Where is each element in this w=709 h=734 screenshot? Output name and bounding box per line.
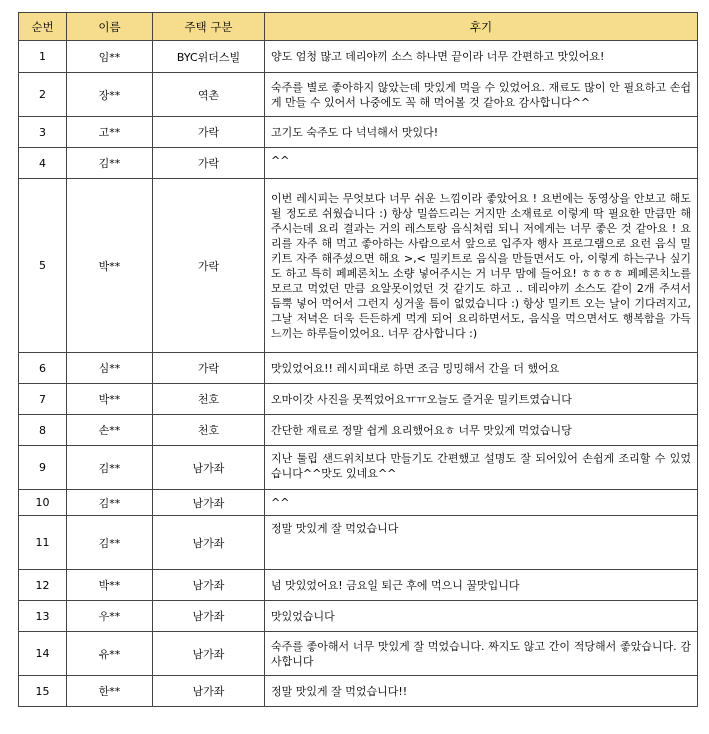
cell-name: 김** (67, 516, 153, 570)
cell-no: 1 (19, 41, 67, 73)
cell-housing: 가락 (153, 179, 265, 353)
cell-no: 2 (19, 73, 67, 117)
cell-review: 고기도 숙주도 다 넉넉해서 맛있다! (265, 117, 698, 148)
header-housing: 주택 구분 (153, 13, 265, 41)
cell-review: 맛있었습니다 (265, 601, 698, 632)
cell-no: 14 (19, 632, 67, 676)
cell-housing: 남가좌 (153, 632, 265, 676)
cell-housing: 남가좌 (153, 676, 265, 707)
table-row (19, 490, 698, 516)
cell-name: 고** (67, 117, 153, 148)
cell-review: 오마이갓 사진을 못찍었어요ㅠㅠ오늘도 즐거운 밀키트였습니다 (265, 384, 698, 415)
cell-no: 5 (19, 179, 67, 353)
cell-review: 숙주를 별로 좋아하지 않았는데 맛있게 먹을 수 있었어요. 재료도 많이 안 필요하고 손쉽게 만들 수 있어서 나중에도 꼭 해 먹어볼 것 같아요 감사합니다^^ (265, 73, 698, 117)
table-row (19, 73, 698, 117)
cell-name: 유** (67, 632, 153, 676)
cell-name: 박** (67, 384, 153, 415)
cell-no: 10 (19, 490, 67, 516)
header-row (19, 13, 698, 41)
cell-name: 한** (67, 676, 153, 707)
cell-no: 11 (19, 516, 67, 570)
cell-no: 13 (19, 601, 67, 632)
cell-no: 3 (19, 117, 67, 148)
cell-review: 간단한 재료로 정말 쉽게 요리했어요ㅎ 너무 맛있게 먹었습니당 (265, 415, 698, 446)
cell-review: 양도 엄청 많고 데리야끼 소스 하나면 끝이라 너무 간편하고 맛있어요! (265, 41, 698, 73)
header-review: 후기 (265, 13, 698, 41)
cell-name: 장** (67, 73, 153, 117)
cell-housing: 남가좌 (153, 490, 265, 516)
cell-name: 김** (67, 446, 153, 490)
cell-review: 이번 레시피는 무엇보다 너무 쉬운 느낌이라 좋았어요 ! 요번에는 동영상을 안보고 해도 될 정도로 쉬웠습니다 :) 항상 밀씀드리는 거지만 소재료로 이렇게 딱 필요한 만큼만 해주시는데 요리 결과는 거의 레스토랑 음식처럼 되니 저에게는 너무 좋은 것 같아요 ! 요리를 자주 해 먹고 좋아하는 사람으로서 앞으로 입주자 행사 프로그램으로 요런 음식 밀키트 자주 해주셨으면 해요 >,< 밀키트로 음식을 만들면서도 아, 이렇게 하는구나 싶기도 하고 특히 페페론치노 소량 넣어주시는 거 너무 맘에 들어요! ㅎㅎㅎㅎ 페페론치노를 모르고 먹었던 만큼 요알못이었던 것 같기도 하고 .. 데리야끼 소스도 같이 2개 주셔서 듬뿍 넣어 먹어서 그런지 싱거울 틈이 없었습니다 :) 항상 밀키트 오는 날이 기다려지고, 그날 저녁은 더욱 든든하게 먹게 되어 요리하면서도, 음식을 먹으면서도 행복함을 가득 느끼는 하루들이었어요. 너무 감사합니다 :) (265, 179, 698, 353)
cell-housing: 가락 (153, 117, 265, 148)
cell-no: 4 (19, 148, 67, 179)
cell-housing: 남가좌 (153, 446, 265, 490)
cell-review: ^^ (265, 490, 698, 516)
cell-no: 8 (19, 415, 67, 446)
cell-review: 정말 맛있게 잘 먹었습니다 (265, 516, 698, 570)
cell-name: 손** (67, 415, 153, 446)
cell-review: ^^ (265, 148, 698, 179)
table-row (19, 353, 698, 384)
table-row (19, 41, 698, 73)
table-row (19, 415, 698, 446)
cell-review: 맛있었어요!! 레시피대로 하면 조금 밍밍해서 간을 더 했어요 (265, 353, 698, 384)
table-row (19, 148, 698, 179)
table-row (19, 179, 698, 353)
table-row (19, 516, 698, 570)
cell-name: 김** (67, 490, 153, 516)
header-no: 순번 (19, 13, 67, 41)
table-row (19, 676, 698, 707)
table-row (19, 570, 698, 601)
cell-housing: 남가좌 (153, 601, 265, 632)
cell-housing: 역촌 (153, 73, 265, 117)
header-name: 이름 (67, 13, 153, 41)
cell-housing: 가락 (153, 353, 265, 384)
cell-name: 김** (67, 148, 153, 179)
table-row (19, 446, 698, 490)
cell-no: 15 (19, 676, 67, 707)
cell-name: 임** (67, 41, 153, 73)
cell-housing: 남가좌 (153, 570, 265, 601)
cell-no: 9 (19, 446, 67, 490)
cell-housing: 남가좌 (153, 516, 265, 570)
table-row (19, 384, 698, 415)
cell-no: 6 (19, 353, 67, 384)
cell-no: 7 (19, 384, 67, 415)
cell-no: 12 (19, 570, 67, 601)
cell-name: 박** (67, 179, 153, 353)
cell-review: 넘 맛있었어요! 금요일 퇴근 후에 먹으니 꿀맛입니다 (265, 570, 698, 601)
cell-review: 숙주를 좋아해서 너무 맛있게 잘 먹었습니다. 짜지도 않고 간이 적당해서 좋았습니다. 감사합니다 (265, 632, 698, 676)
table-row (19, 632, 698, 676)
table-row (19, 117, 698, 148)
cell-housing: 천호 (153, 384, 265, 415)
cell-name: 박** (67, 570, 153, 601)
cell-housing: 가락 (153, 148, 265, 179)
table-row (19, 601, 698, 632)
cell-housing: BYC위더스빌 (153, 41, 265, 73)
cell-name: 우** (67, 601, 153, 632)
cell-name: 심** (67, 353, 153, 384)
review-table (18, 12, 698, 707)
cell-review: 정말 맛있게 잘 먹었습니다!! (265, 676, 698, 707)
cell-review: 지난 툴립 샌드위치보다 만들기도 간편했고 설명도 잘 되어있어 손쉽게 조리할 수 있었습니다^^맛도 있네요^^ (265, 446, 698, 490)
cell-housing: 천호 (153, 415, 265, 446)
